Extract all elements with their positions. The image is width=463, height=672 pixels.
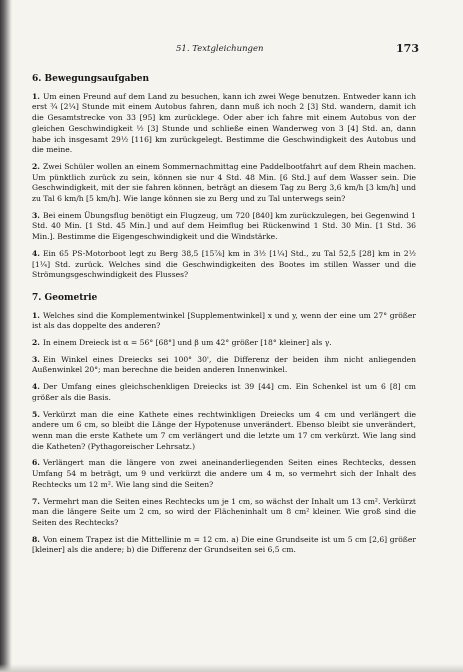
exercise-item: [32, 410, 416, 453]
exercise-number: 1.: [32, 310, 40, 320]
running-title: 51. Textgleichungen: [176, 44, 264, 54]
exercise-text: Der Umfang eines gleichschenkligen Dreiecks ist 39 [44] cm. Ein Schenkel ist um 6 [8] cm größer als die Basis.: [32, 382, 416, 402]
exercise-number: 2.: [32, 338, 40, 348]
exercise-text: Ein Winkel eines Dreiecks sei 100° 30', die Differenz der beiden ihm nicht anliegenden Außenwinkel 20°; man berechne die beiden anderen Innenwinkel.: [32, 354, 416, 375]
exercise-text: Welches sind die Komplementwinkel [Supplementwinkel] x und y, wenn der eine um 27° größer ist als das doppelte des anderen?: [32, 310, 416, 331]
exercise-item: [32, 382, 416, 403]
exercise-text: In einem Dreieck ist α = 56° [68°] und β um 42° größer [18° kleiner] als γ.: [42, 338, 332, 348]
exercise-text: Verlängert man die längere von zwei aneinanderliegenden Seiten eines Rechtecks, dessen Umfang 54 m beträgt, um 9 und verkürzt die andere um 4 m, so vermehrt sich der Inhalt des Rechtecks um 12 m². Wie lang sind die Seiten?: [32, 458, 416, 489]
exercise-item: [32, 211, 416, 243]
exercise-item: [32, 497, 416, 529]
exercise-text: Von einem Trapez ist die Mittellinie m = 12 cm. a) Die eine Grundseite ist um 5 cm [2,6] größer [kleiner] als die andere; b) die Differenz der Grundseiten sei 6,5 cm.: [32, 534, 416, 555]
exercise-number: 7.: [32, 496, 40, 506]
page-edge-shadow: [0, 664, 463, 672]
exercise-number: 2.: [32, 161, 40, 171]
exercise-number: 6.: [32, 458, 40, 468]
exercise-item: [32, 355, 416, 376]
exercise-item: [32, 458, 416, 490]
section-title-bewegungsaufgaben: 6. Bewegungsaufgaben: [32, 74, 150, 84]
page-header: [40, 42, 419, 56]
exercise-item: [32, 92, 416, 156]
page-number: 173: [396, 42, 419, 55]
exercise-number: 1.: [32, 91, 40, 101]
exercise-text: Verkürzt man die eine Kathete eines rechtwinkligen Dreiecks um 4 cm und verlängert die andere um 6 cm, so bleibt die Länge der Hypotenuse unverändert. Ebenso bleibt sie unverändert, wenn man die erste Kathete um 7 cm verlängert und die letzte um 17 cm verkürzt. Wie lang sind die Katheten? (Pythagoreischer Lehrsatz.): [32, 409, 416, 451]
exercise-text: Zwei Schüler wollen an einem Sommernachmittag eine Paddelbootfahrt auf dem Rhein machen. Um pünktlich zurück zu sein, können sie nur 4 Std. 48 Min. [6 Std.] auf dem Wasser sein. Die Geschwindigkeit, mit der sie fahren können, beträgt an diesem Tag zu Berg 3,6 km/h [3 km/h] und zu Tal 6 km/h [5 km/h]. Wie lange können sie zu Berg und zu Tal unterwegs sein?: [32, 161, 416, 204]
exercise-number: 3.: [32, 354, 40, 364]
exercise-number: 3.: [32, 210, 40, 220]
exercise-text: Um einen Freund auf dem Land zu besuchen, kann ich zwei Wege benutzen. Entweder kann ich erst ¾ [2¼] Stunde mit einem Autobus fahren, dann muß ich noch 2 [3] Std. wandern, damit ich die Gesamtstrecke von 33 [95] km zurücklege. Oder aber ich fahre mit einem Autobus von der gleichen Geschwindigkeit ½ [3] Stunde und schließe einen Wanderweg von 3 [4] Std. an, dann habe ich insgesamt 29½ [116] km zurückgelegt. Bestimme die Geschwindigkeit des Autobus und die meine.: [32, 91, 416, 155]
exercise-number: 5.: [32, 409, 40, 419]
exercise-item: [32, 338, 416, 349]
section-title-geometrie: 7. Geometrie: [32, 292, 98, 303]
exercise-text: Bei einem Übungsflug benötigt ein Flugzeug, um 720 [840] km zurückzulegen, bei Gegenwind 1 Std. 40 Min. [1 Std. 45 Min.] und auf dem Heimflug bei Rückenwind 1 Std. 30 Min. [1 Std. 36 Min.]. Bestimme die Eigengeschwindigkeit und die Windstärke.: [32, 210, 416, 242]
exercise-item: [32, 249, 416, 281]
exercise-text: Ein 65 PS-Motorboot legt zu Berg 38,5 [15⅞] km in 3½ [1¼] Std., zu Tal 52,5 [28] km in 2½ [1¼] Std. zurück. Welches sind die Geschwindigkeiten des Bootes im stillen Wasser und die Strömungsgeschwindigkeit des Flusses?: [32, 248, 416, 280]
exercise-text: Vermehrt man die Seiten eines Rechtecks um je 1 cm, so wächst der Inhalt um 13 cm². Verkürzt man die längere Seite um 2 cm, so wird der Flächeninhalt um 8 cm² kleiner. Wie groß sind die Seiten des Rechtecks?: [32, 496, 416, 527]
exercise-number: 8.: [32, 534, 40, 544]
exercise-number: 4.: [32, 382, 40, 392]
exercise-item: [32, 535, 416, 556]
exercise-number: 4.: [32, 248, 40, 258]
page-content: [32, 74, 416, 562]
binding-shadow: [0, 0, 12, 672]
exercise-item: [32, 162, 416, 205]
exercise-item: [32, 311, 416, 332]
